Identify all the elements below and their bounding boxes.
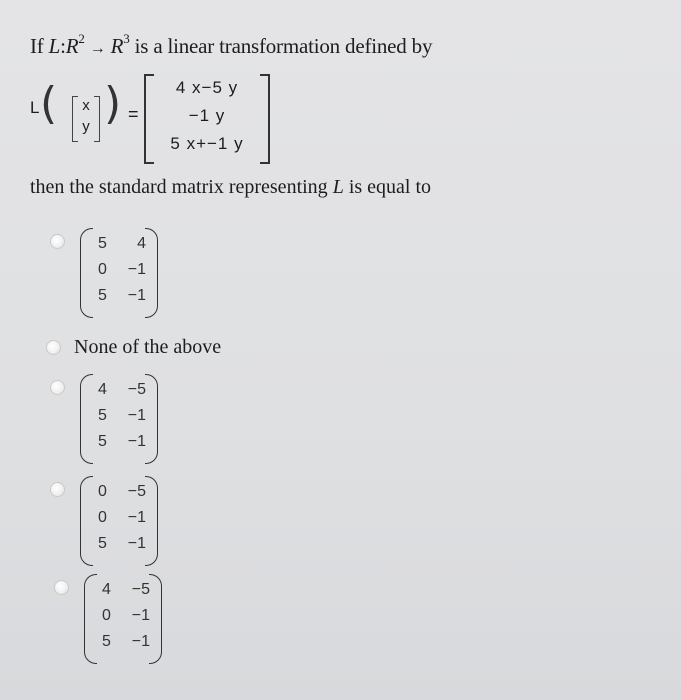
matrix-row: 5 −1	[98, 287, 146, 304]
left-paren: (	[40, 78, 58, 129]
output-row-2: −1 y	[188, 106, 226, 125]
option-2-label: None of the above	[74, 336, 222, 358]
output-matrix	[144, 70, 270, 162]
matrix-row: 4 −5	[98, 381, 146, 398]
option-4-radio[interactable]	[50, 482, 65, 497]
question-colon: :	[60, 34, 66, 58]
right-paren: )	[104, 78, 122, 129]
arrow-icon: →	[89, 40, 106, 57]
matrix-row: 5 −1	[98, 535, 146, 552]
question-prefix: If	[30, 34, 49, 58]
transformation-definition	[30, 70, 270, 170]
matrix-row: 5 −1	[98, 407, 146, 424]
option-4-matrix	[80, 476, 158, 564]
matrix-row: 5 −1	[98, 433, 146, 450]
definition-L: L	[30, 98, 40, 117]
matrix-row: 5 −1	[102, 633, 150, 650]
vector-x: x	[82, 97, 90, 114]
matrix-row: 4 −5	[102, 581, 150, 598]
prompt-prefix: then the standard matrix representing	[30, 176, 333, 198]
option-1-matrix	[80, 228, 158, 316]
option-4[interactable]	[50, 476, 160, 566]
domain-R: R	[65, 34, 79, 58]
option-1[interactable]	[50, 228, 160, 318]
equals-sign: =	[128, 104, 139, 124]
codomain-exponent: 3	[123, 31, 130, 46]
prompt-L: L	[332, 176, 344, 198]
option-2[interactable]	[46, 336, 246, 362]
domain-exponent: 2	[78, 31, 85, 46]
matrix-row: 0 −1	[98, 261, 146, 278]
option-5-matrix	[84, 574, 162, 662]
input-vector	[72, 96, 100, 140]
option-3-matrix	[80, 374, 158, 462]
prompt-text	[30, 176, 431, 199]
matrix-row: 0 −5	[98, 483, 146, 500]
matrix-row: 0 −1	[98, 509, 146, 526]
vector-y: y	[82, 118, 90, 135]
question-text	[30, 33, 432, 59]
option-1-radio[interactable]	[50, 234, 65, 249]
output-row-1: 4 x−5 y	[175, 78, 239, 97]
output-row-3: 5 x+−1 y	[170, 134, 244, 153]
option-3-radio[interactable]	[50, 380, 65, 395]
option-2-radio[interactable]	[46, 340, 61, 355]
question-suffix: is a linear transformation defined by	[129, 34, 433, 58]
option-5-radio[interactable]	[54, 580, 69, 595]
option-3[interactable]	[50, 374, 160, 464]
option-5[interactable]	[54, 574, 164, 664]
matrix-row: 5 4	[98, 235, 146, 252]
matrix-row: 0 −1	[102, 607, 150, 624]
codomain-R: R	[110, 34, 124, 58]
transformation-name: L	[48, 34, 61, 58]
prompt-suffix: is equal to	[343, 176, 432, 198]
